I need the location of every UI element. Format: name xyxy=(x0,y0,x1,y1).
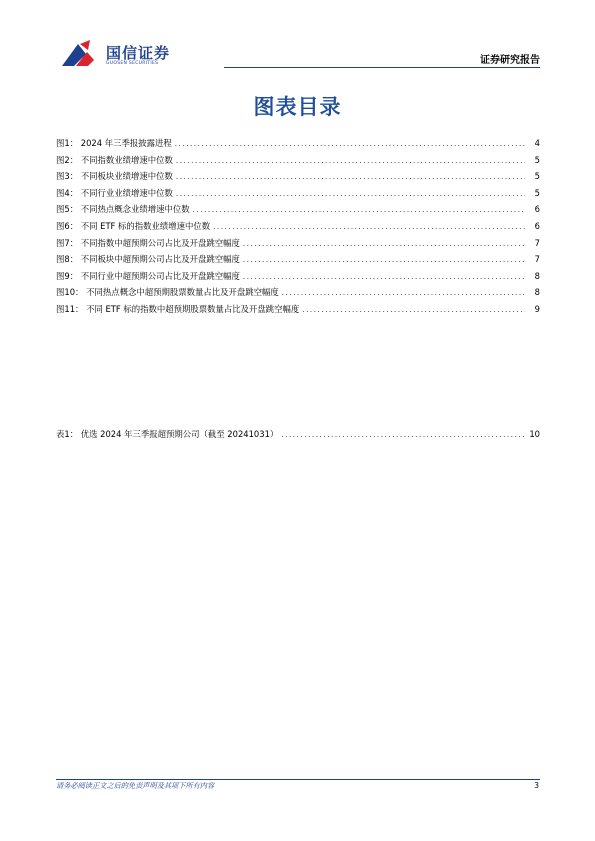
toc-figure-entry[interactable] xyxy=(56,270,540,287)
toc-figure-entry[interactable] xyxy=(56,154,540,171)
toc-table-entry[interactable] xyxy=(56,428,540,445)
toc-figure-entry[interactable] xyxy=(56,220,540,237)
toc-figure-entry[interactable] xyxy=(56,170,540,187)
toc-figure-entry-page: 8 xyxy=(534,287,540,298)
dot-leader xyxy=(281,431,525,439)
toc-figure-entry-label: 图7： 不同指数中超预期公司占比及开盘跳空幅度 xyxy=(56,237,240,248)
dot-leader xyxy=(175,140,525,148)
toc-figure-entry-page: 4 xyxy=(534,138,540,148)
dot-leader xyxy=(302,306,525,314)
toc-figure-entry-page: 5 xyxy=(534,171,540,182)
toc-figure-entry-label: 图1： 2024 年三季报披露进程 xyxy=(56,138,172,148)
dot-leader xyxy=(193,206,525,214)
toc-figure-entry-page: 9 xyxy=(534,303,540,314)
toc-figure-entry[interactable] xyxy=(56,286,540,303)
toc-figure-entry-page: 7 xyxy=(534,254,540,265)
toc-figure-entry-page: 7 xyxy=(534,237,540,248)
dot-leader xyxy=(243,240,525,248)
toc-figure-entry-page: 6 xyxy=(534,220,540,231)
toc-figure-entry-label: 图6： 不同 ETF 标的指数业绩增速中位数 xyxy=(56,220,211,231)
report-type-label: 证券研究报告 xyxy=(480,55,540,66)
toc-table-entry-label: 表1： 优选 2024 年三季报超预期公司（截至 20241031） xyxy=(56,429,279,439)
toc-figure-entry[interactable] xyxy=(56,187,540,204)
toc-table-entry-page: 10 xyxy=(529,429,540,439)
dot-leader xyxy=(176,173,525,181)
footer-divider xyxy=(56,779,540,780)
toc-figure-entry-label: 图10： 不同热点概念中超预期股票数量占比及开盘跳空幅度 xyxy=(56,287,279,298)
dot-leader xyxy=(243,256,525,264)
page-title: 图表目录 xyxy=(253,95,342,119)
toc-figure-entry-label: 图9： 不同行业中超预期公司占比及开盘跳空幅度 xyxy=(56,270,240,281)
guosen-logo-icon xyxy=(60,40,104,68)
toc-figure-entry[interactable] xyxy=(56,237,540,254)
toc-figure-entry[interactable] xyxy=(56,253,540,270)
page-header xyxy=(56,40,540,70)
logo-text-cn: 国信证券 xyxy=(106,44,171,62)
dot-leader xyxy=(243,273,525,281)
header-divider xyxy=(224,67,540,68)
toc-figure-entry-page: 6 xyxy=(534,204,540,215)
dot-leader xyxy=(213,223,525,231)
toc-figure-entry[interactable] xyxy=(56,303,540,320)
toc-figure-entry-label: 图8： 不同板块中超预期公司占比及开盘跳空幅度 xyxy=(56,254,240,265)
toc-figure-entry-label: 图11： 不同 ETF 标的指数中超预期股票数量占比及开盘跳空幅度 xyxy=(56,303,300,314)
page-number: 3 xyxy=(534,781,539,790)
dot-leader xyxy=(176,157,525,165)
dot-leader xyxy=(176,190,525,198)
toc-figure-entry-label: 图2： 不同指数业绩增速中位数 xyxy=(56,154,173,165)
toc-figure-entry-page: 5 xyxy=(534,187,540,198)
toc-figure-entry-label: 图5： 不同热点概念业绩增速中位数 xyxy=(56,204,190,215)
toc-figure-entry[interactable] xyxy=(56,203,540,220)
toc-figure-entry[interactable] xyxy=(56,137,540,154)
dot-leader xyxy=(282,289,525,297)
toc-figure-entry-label: 图3： 不同板块业绩增速中位数 xyxy=(56,171,173,182)
toc-figure-entry-label: 图4： 不同行业业绩增速中位数 xyxy=(56,187,173,198)
figure-list xyxy=(56,137,540,320)
footer-disclaimer: 请务必阅读正文之后的免责声明及其项下所有内容 xyxy=(56,781,215,790)
toc-figure-entry-page: 8 xyxy=(534,270,540,281)
logo-text-en: GUOSEN SECURITIES xyxy=(106,61,159,66)
table-list xyxy=(56,428,540,445)
toc-figure-entry-page: 5 xyxy=(534,154,540,165)
